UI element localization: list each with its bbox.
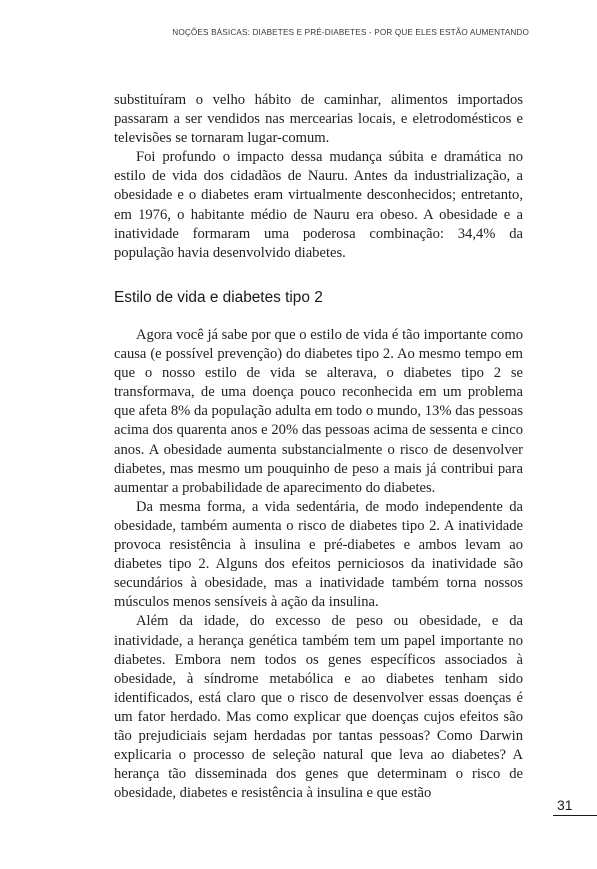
paragraph: substituíram o velho hábito de caminhar, alimentos importados passaram a ser vendidos nas mercearias locais, e eletrodomésticos e televisões se tornaram lugar-comum. bbox=[114, 92, 523, 147]
page-body bbox=[114, 91, 523, 802]
section-body bbox=[114, 326, 523, 803]
paragraph: Agora você já sabe por que o estilo de vida é tão importante como causa (e possível prevenção) do diabetes tipo 2. Ao mesmo tempo em que o nosso estilo de vida se alterava, o diabetes tipo 2 se transformava, de uma doença pouco reconhecida em um problema que afeta 8% da população adulta em todo o mundo, 13% das pessoas acima dos quarenta anos e 20% das pessoas acima de sessenta e cinco anos. A obesidade aumenta substancialmente o risco de desenvolver diabetes, mas mesmo um pouquinho de peso a mais já contribui para aumentar a probabilidade de aparecimento do diabetes. bbox=[114, 327, 523, 496]
paragraph: Da mesma forma, a vida sedentária, de modo independente da obesidade, também aumenta o risco de diabetes tipo 2. A inatividade provoca resistência à insulina e pré-diabetes e ambos levam ao diabetes tipo 2. Alguns dos efeitos perniciosos da inatividade são secundários à obesidade, mas a inatividade também torna nossos músculos menos sensíveis à ação da insulina. bbox=[114, 498, 523, 611]
paragraph: Foi profundo o impacto dessa mudança súbita e dramática no estilo de vida dos cidadãos de Nauru. Antes da industrialização, a obesidade e o diabetes eram virtualmente desconhecidos; entretanto, em 1976, o habitante médio de Nauru era obeso. A obesidade e a inatividade formaram uma poderosa combinação: 34,4% da população havia desenvolvido diabetes. bbox=[114, 149, 523, 261]
page-number: 31 bbox=[557, 797, 573, 813]
section-continuation bbox=[114, 91, 523, 263]
running-head: NOÇÕES BÁSICAS: DIABETES E PRÉ-DIABETES - POR QUE ELES ESTÃO AUMENTANDO bbox=[172, 28, 529, 37]
page-number-rule bbox=[553, 815, 597, 816]
paragraph: Além da idade, do excesso de peso ou obesidade, e da inatividade, a herança genética também tem um papel importante no diabetes. Embora nem todos os genes específicos associados à obesidade, à síndrome metabólica e ao diabetes tenham sido identificados, está claro que o risco de desenvolver essas doenças é um fator herdado. Mas como explicar que doenças cujos efeitos são tão prejudiciais sejam herdadas por tantas pessoas? Como Darwin explicaria o processo de seleção natural que leva ao diabetes? A herança tão disseminada dos genes que determinam o risco de obesidade, diabetes e resistência à insulina e que estão bbox=[114, 613, 523, 802]
section-heading: Estilo de vida e diabetes tipo 2 bbox=[114, 289, 323, 306]
